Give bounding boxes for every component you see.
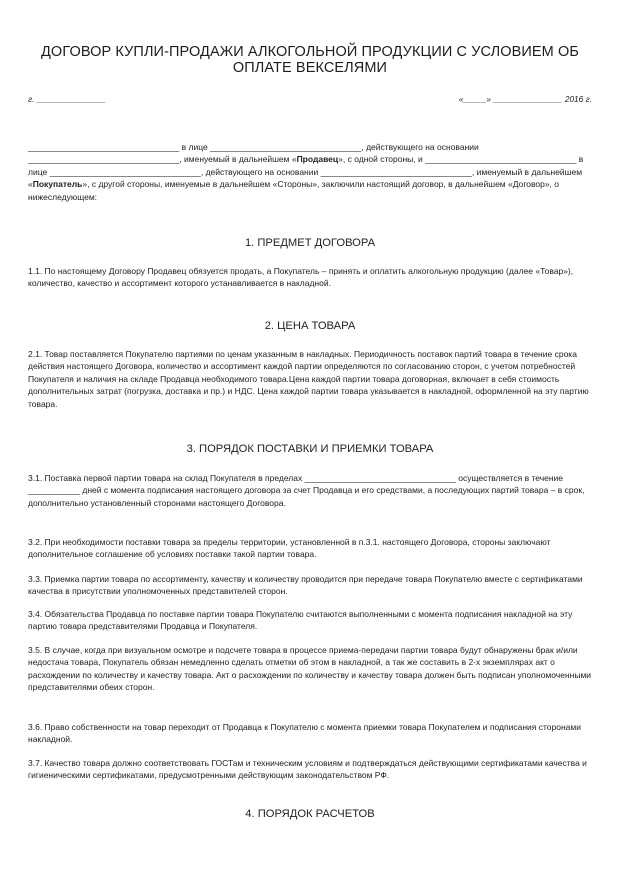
preamble-text-1: ________________________________ в лице ________________________________, действующего на основании ________________________________, именуемый в дальнейшем « [28,142,479,165]
clause-3-4: 3.4. Обязательства Продавца по поставке партии товара Покупателю считаются выполненными с момента подписания накладной на эту партию товара представителями Продавца и Покупателя. [28,609,573,632]
section-3-heading: 3. ПОРЯДОК ПОСТАВКИ И ПРИЕМКИ ТОВАРА [186,443,434,455]
preamble-text-3: », с другой стороны, именуемые в дальнейшем «Стороны», заключили настоящий договор, в дальнейшем «Договор», о нижеследующем: [28,179,560,202]
clause-3-3: 3.3. Приемка партии товара по ассортименту, качеству и количеству проводится при передаче товара Покупателю вместе с сертификатами качества в присутствии уполномоченных представителей сторон. [28,574,583,597]
clause-3-1: 3.1. Поставка первой партии товара на склад Покупателя в пределах ________________________________ осуществляется в течение ___________ дней с момента подписания настоящего договора за счет Продавца и его средствами, а последующих партий товара – в срок, дополнительно установленный сторонами настоящего Договора. [28,473,585,508]
seller-term: Продавец [296,154,339,165]
clause-1-1: 1.1. По настоящему Договору Продавец обязуется продать, а Покупатель – принять и оплатить алкогольную продукцию (далее «Товар»), количество, качество и ассортимент которого устанавливается в накладной. [28,266,574,289]
clause-3-7: 3.7. Качество товара должно соответствовать ГОСТам и техническим условиям и подтверждаться действующими сертификатами качества и гигиеническими сертификатами, предусмотренными действующим законодательством РФ. [28,758,587,781]
clause-3-6: 3.6. Право собственности на товар переходит от Продавца к Покупателю с момента приемки товара Покупателем и подписания сторонами накладной. [28,722,581,745]
clause-3-5: 3.5. В случае, когда при визуальном осмотре и подсчете товара в процессе приема-передачи партии товара будут обнаружены брак и/или недостача товара, Покупатель обязан немедленно сделать отметки об этом в накладной, а так же составить в 2-х экземплярах акт о расхождении по количеству и качеству товара. Акт о расхождении по количеству и качеству товара должен быть подписан уполномоченными представителями обеих сторон. [28,645,592,693]
place-line: г. _______________ [28,94,106,104]
preamble-text-2: », с одной стороны, и ________________________________ в лице ________________________________, действующего на основании ________________________________, именуемый в дальнейшем « [28,154,584,190]
buyer-term: Покупатель [32,179,83,190]
document-title: ДОГОВОР КУПЛИ-ПРОДАЖИ АЛКОГОЛЬНОЙ ПРОДУКЦИИ С УСЛОВИЕМ ОБ ОПЛАТЕ ВЕКСЕЛЯМИ [41,44,579,76]
date-line: «_____» _______________ 2016 г. [458,94,592,104]
preamble-paragraph [28,141,594,203]
clause-2-1: 2.1. Товар поставляется Покупателю партиями по ценам указанным в накладных. Периодичность поставок партий товара в течение срока действия настоящего Договора, количество и ассортимент каждой партии определяются по согласованию сторон, с учетом потребностей Покупателя и наличия на складе Продавца необходимого товара.Цена каждой партии товара договорная, включает в себя стоимость дополнительных затрат (погрузка, доставка и пр.) и НДС. Цена каждой партии товара указывается в накладной, оформленной на эту партию товара. [28,349,589,409]
clause-3-2: 3.2. При необходимости поставки товара за пределы территории, установленной в п.3.1. настоящего Договора, стороны заключают дополнительное соглашение об условиях поставки такой партии товара. [28,537,551,560]
section-2-heading: 2. ЦЕНА ТОВАРА [264,320,356,332]
section-1-heading: 1. ПРЕДМЕТ ДОГОВОРА [244,237,376,249]
section-4-heading: 4. ПОРЯДОК РАСЧЕТОВ [245,808,375,820]
